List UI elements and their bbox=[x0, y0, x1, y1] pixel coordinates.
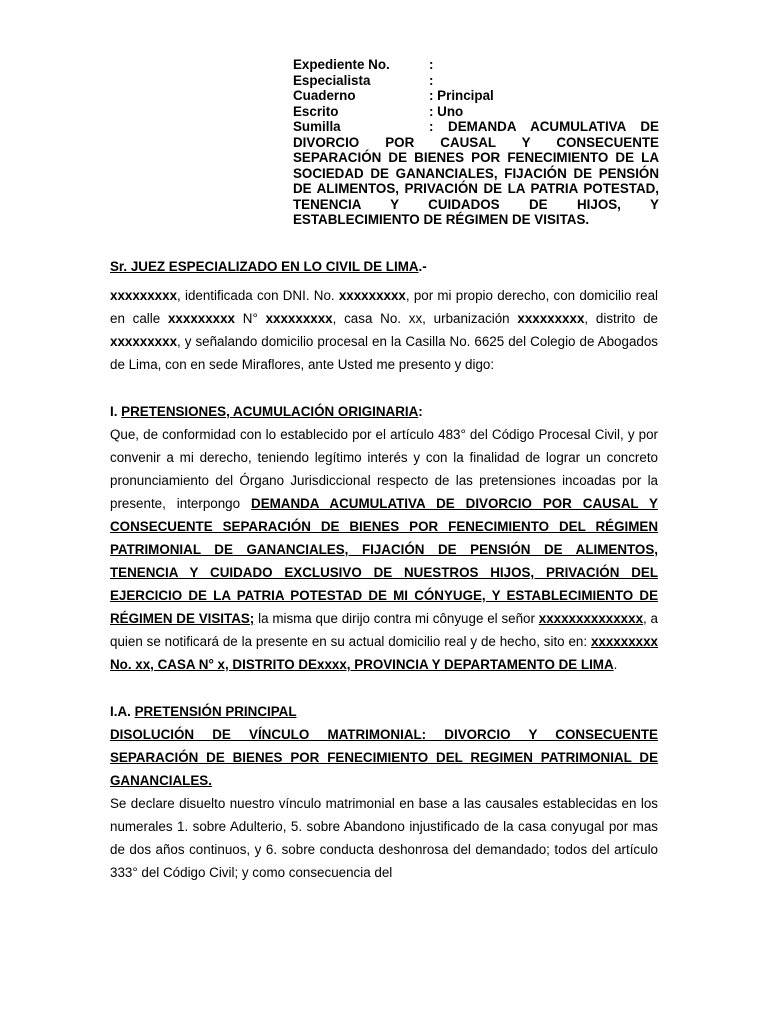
section-1-end: . bbox=[613, 657, 618, 672]
especialista-label: Especialista bbox=[293, 72, 371, 88]
sumilla-value-first: : DEMANDA ACUMULATIVA DE bbox=[429, 119, 659, 134]
section-1-title: PRETENSIONES, ACUMULACIÓN ORIGINARIA bbox=[121, 404, 419, 419]
intro-text-5: , distrito de bbox=[584, 311, 659, 326]
demand-title: DEMANDA ACUMULATIVA DE DIVORCIO POR CAUSAL Y CONSECUENTE SEPARACIÓN DE BIENES POR FENECIMIENTO DEL RÉGIMEN PATRIMONIAL DE GANANCIALES, FIJACIÓN DE PENSIÓN DE ALIMENTOS, TENENCIA Y CUIDADO EXCLUSIVO DE NUESTROS HIJOS, PRIVACIÓN DEL EJERCICIO DE LA PATRIA POTESTAD DE MI CÓNYUGE, Y ESTABLECIMIENTO DE RÉGIMEN DE VISITAS; bbox=[110, 496, 658, 626]
intro-text-3: N° bbox=[235, 311, 266, 326]
cuaderno-row bbox=[293, 88, 659, 104]
section-1-number: I. bbox=[110, 404, 122, 419]
section-1a-title: PRETENSIÓN PRINCIPAL bbox=[134, 704, 297, 719]
escrito-row bbox=[293, 104, 659, 120]
escrito-label: Escrito bbox=[293, 103, 339, 119]
section-1-text-3: , a quien se notificará de la presente en su actual domicilio real y de hecho, sito en: bbox=[110, 611, 658, 649]
expediente-row bbox=[293, 57, 659, 73]
intro-text-6: , y señalando domicilio procesal en la Casilla No. 6625 del Colegio de Abogados de Lima, con en sede Miraflores, ante Usted me presento y digo: bbox=[110, 334, 658, 372]
plaintiff-dni: xxxxxxxxx bbox=[338, 288, 406, 303]
expediente-label: Expediente No. bbox=[293, 57, 390, 72]
section-1a-heading bbox=[110, 700, 658, 723]
section-1-colon: : bbox=[418, 404, 423, 419]
sumilla-row bbox=[293, 119, 659, 135]
district: xxxxxxxxx bbox=[110, 334, 178, 349]
section-1a-subtitle: DISOLUCIÓN DE VÍNCULO MATRIMONIAL: DIVORCIO Y CONSECUENTE SEPARACIÓN DE BIENES POR FENECIMIENTO DEL REGIMEN PATRIMONIAL DE GANANCIALES. bbox=[110, 727, 658, 788]
street-number: xxxxxxxxx bbox=[265, 311, 333, 326]
intro-paragraph bbox=[110, 284, 658, 376]
section-1-text-2: la misma que dirijo contra mi cônyuge el señor bbox=[254, 611, 539, 626]
case-header bbox=[293, 57, 659, 228]
intro-text-2: , por mi propio derecho, con domicilio real en calle bbox=[110, 288, 659, 326]
intro-text-1: , identificada con DNI. No. bbox=[177, 288, 339, 303]
cuaderno-value: : Principal bbox=[429, 88, 494, 103]
escrito-value: : Uno bbox=[429, 103, 464, 119]
especialista-row bbox=[293, 73, 659, 89]
sumilla-label: Sumilla bbox=[293, 119, 341, 134]
street-name: xxxxxxxxx bbox=[167, 311, 236, 326]
addressee-suffix: .- bbox=[418, 259, 427, 274]
plaintiff-name: xxxxxxxxx bbox=[110, 288, 178, 303]
section-1-heading bbox=[110, 400, 658, 423]
sumilla-text: DIVORCIO POR CAUSAL Y CONSECUENTE SEPARACIÓN DE BIENES POR FENECIMIENTO DE LA SOCIEDAD DE GANANCIALES, FIJACIÓN DE PENSIÓN DE ALIMENTOS, PRIVACIÓN DE LA PATRIA POTESTAD, TENENCIA Y CUIDADOS DE HIJOS, Y ESTABLECIMIENTO DE RÉGIMEN DE VISITAS. bbox=[293, 134, 659, 227]
especialista-value: : bbox=[429, 72, 434, 88]
section-1a-number: I.A. bbox=[110, 704, 135, 719]
expediente-value: : bbox=[429, 57, 434, 72]
document-body bbox=[110, 255, 658, 884]
section-1a-paragraph: Se declare disuelto nuestro vínculo matrimonial en base a las causales establecidas en los numerales 1. sobre Adulterio, 5. sobre Abandono injustificado de la casa conyugal por mas de dos años continuos, y 6. sobre conducta deshonrosa del demandado; todos del artículo 333° del Código Civil; y como consecuencia del bbox=[110, 796, 658, 880]
defendant-address: xxxxxxxxx No. xx, CASA N° x, DISTRITO DExxxx, PROVINCIA Y DEPARTAMENTO DE LIMA bbox=[110, 634, 658, 672]
cuaderno-label: Cuaderno bbox=[293, 88, 356, 103]
addressee bbox=[110, 255, 658, 278]
intro-text-4: , casa No. xx, urbanización bbox=[332, 311, 518, 326]
addressee-text: Sr. JUEZ ESPECIALIZADO EN LO CIVIL DE LIMA bbox=[110, 259, 419, 274]
section-1-paragraph bbox=[110, 423, 658, 676]
section-1-text-1: Que, de conformidad con lo establecido por el artículo 483° del Código Procesal Civil, y por convenir a mi derecho, teniendo legítimo interés y con la finalidad de lograr un concreto pronunciamiento del Órgano Jurisdiccional respecto de las pretensiones incoadas por la presente, interpongo bbox=[110, 427, 658, 511]
urbanization: xxxxxxxxx bbox=[517, 311, 585, 326]
defendant-name: xxxxxxxxxxxxxx bbox=[538, 611, 644, 626]
